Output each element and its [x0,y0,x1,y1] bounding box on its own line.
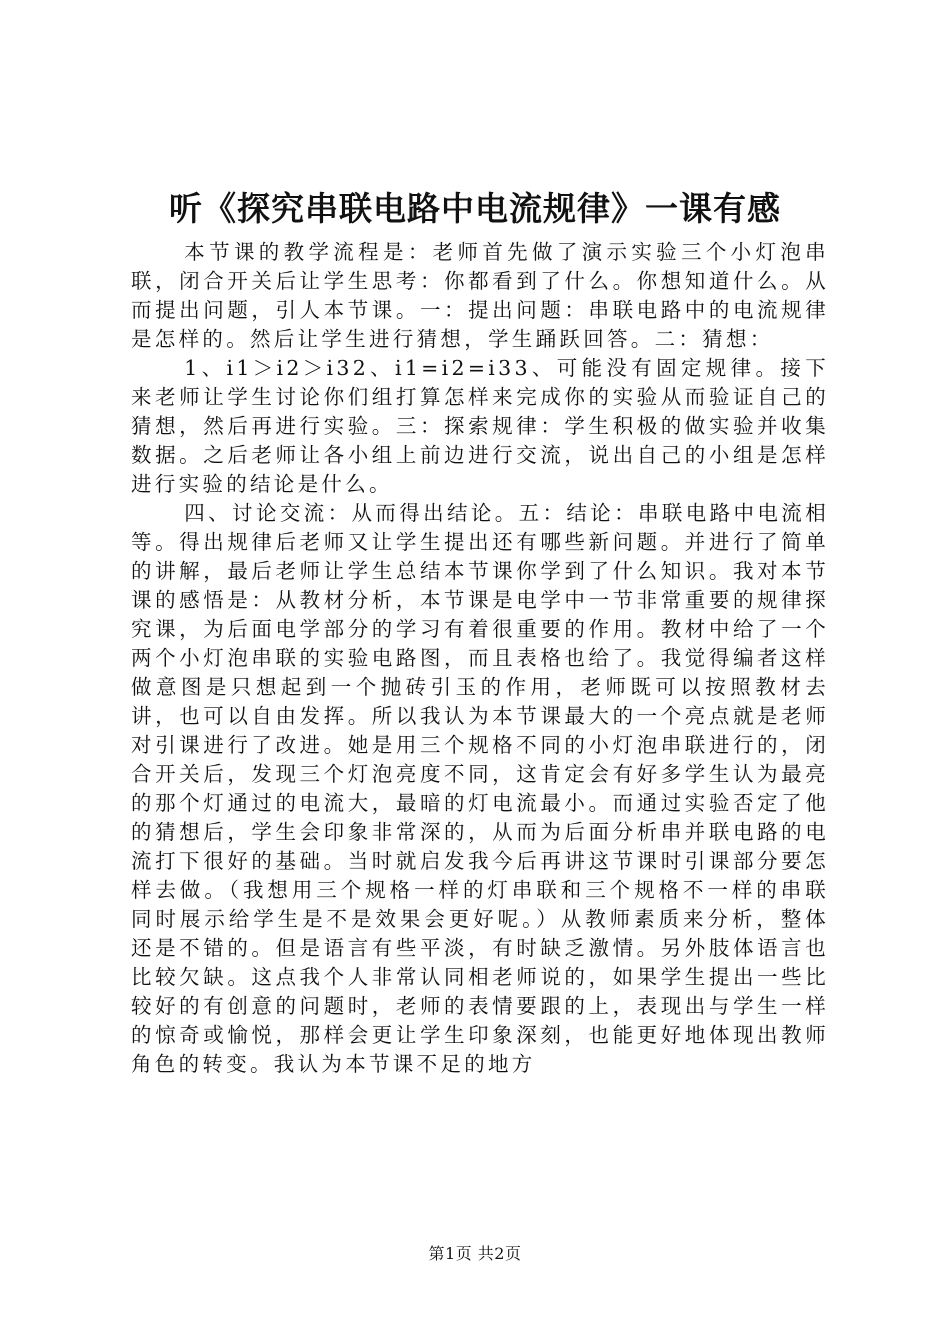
paragraph-3: 四、讨论交流：从而得出结论。五：结论：串联电路中电流相等。得出规律后老师又让学生提出还有哪些新问题。并进行了简单的讲解，最后老师让学生总结本节课你学到了什么知识。我对本节课的感悟是：从教材分析，本节课是电学中一节非常重要的规律探究课，为后面电学部分的学习有着很重要的作用。教材中给了一个两个小灯泡串联的实验电路图，而且表格也给了。我觉得编者这样做意图是只想起到一个抛砖引玉的作用，老师既可以按照教材去讲，也可以自由发挥。所以我认为本节课最大的一个亮点就是老师对引课进行了改进。她是用三个规格不同的小灯泡串联进行的，闭合开关后，发现三个灯泡亮度不同，这肯定会有好多学生认为最亮的那个灯通过的电流大，最暗的灯电流最小。而通过实验否定了他的猜想后，学生会印象非常深的，从而为后面分析串并联电路的电流打下很好的基础。当时就启发我今后再讲这节课时引课部分要怎样去做。（我想用三个规格一样的灯串联和三个规格不一样的串联同时展示给学生是不是效果会更好呢。）从教师素质来分析，整体还是不错的。但是语言有些平淡，有时缺乏激情。另外肢体语言也比较欠缺。这点我个人非常认同相老师说的，如果学生提出一些比较好的有创意的问题时，老师的表情要跟的上，表现出与学生一样的惊奇或愉悦，那样会更让学生印象深刻，也能更好地体现出教师角色的转变。我认为本节课不足的地方 [131,501,829,1076]
paragraph-1: 本节课的教学流程是：老师首先做了演示实验三个小灯泡串联，闭合开关后让学生思考：你都看到了什么。你想知道什么。从而提出问题，引人本节课。一：提出问题：串联电路中的电流规律是怎样的。然后让学生进行猜想，学生踊跃回答。二：猜想： [131,240,829,351]
document-title: 听《探究串联电路中电流规律》一课有感 [169,189,781,228]
document-body [131,238,829,1079]
paragraph-2: 1、i1＞i2＞i32、i1=i2=i33、可能没有固定规律。接下来老师让学生讨论你们组打算怎样来完成你的实验从而验证自己的猜想，然后再进行实验。三：探索规律：学生积极的做实验并收集数据。之后老师让各小组上前边进行交流，说出自己的小组是怎样进行实验的结论是什么。 [131,356,829,496]
page-footer: 第1页 共2页 [428,1244,522,1263]
